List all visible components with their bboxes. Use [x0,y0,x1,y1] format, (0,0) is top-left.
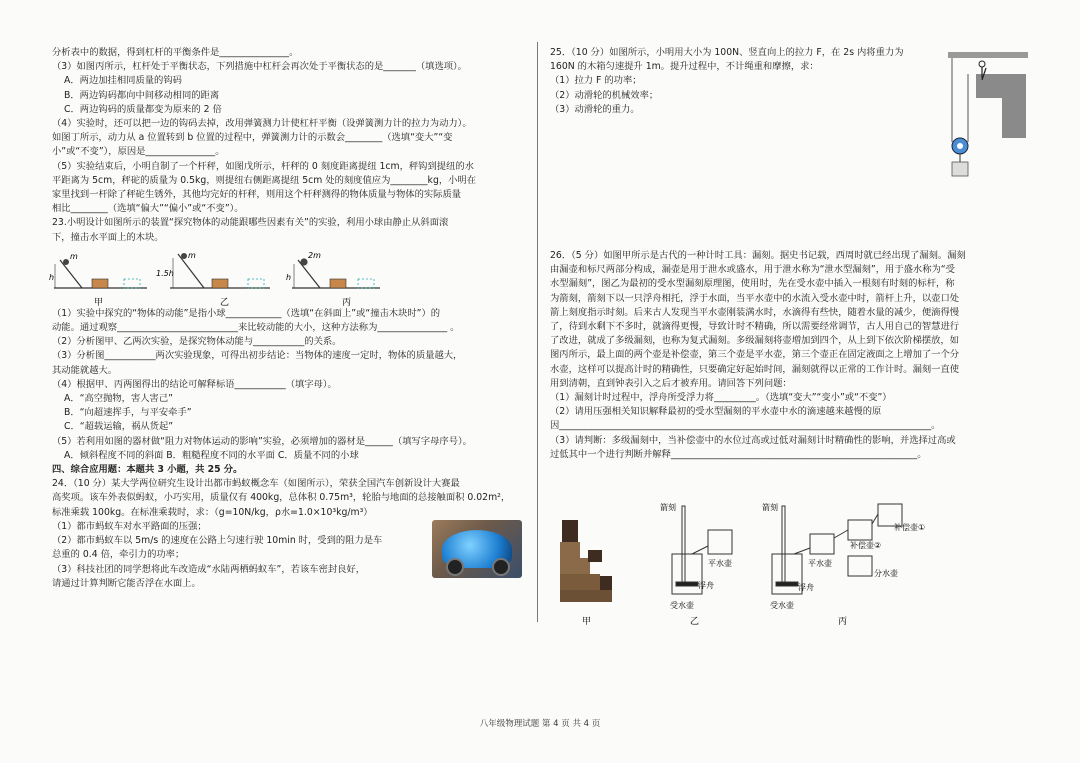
text-line: （1）都市蚂蚁车对水平路面的压强； [52,520,207,532]
text-line: 其动能就越大。 [52,364,118,376]
text-line: （3）分析图___________两次实验现象，可得出初步结论：当物体的速度一定时，物体的质量越大， [52,350,463,362]
text-line: （5）实验结束后，小明自制了一个杆秤，如图戊所示，杆秤的 0 刻度距离提纽 1cm，秤钩到提纽的水 [52,160,474,172]
label-h2: 1.5h [156,269,174,278]
text-line: 为箭刻，箭刻下以一只浮舟相托，浮于水面，当平水壶中的水流入受水壶中时，箭杆上升，以壶口处 [550,292,960,304]
caption-bing: 丙 [342,298,352,308]
option-line: C．“超载运输，祸从货起” [64,421,174,433]
label-fu-zhou-2: 浮舟 [798,583,814,592]
text-line: 用到清朝，直到钟表引入之后才被弃用。请回答下列问题： [550,377,792,389]
text-line: 标准乘载 100kg。在标准乘载时，求：（g=10N/kg，ρ水=1.0×10³kg/m³） [52,506,373,518]
text-line: 了，待到水剩下不多时，就滴得更慢，导致计时不精确，所以需要经常调节，古人用自己的智慧进行 [550,321,960,333]
label-h1: h [49,273,55,282]
text-line: 相比________（选填“偏大”“偏小”或“不变”）。 [52,203,244,215]
text-line: （2）都市蚂蚁车以 5m/s 的速度在公路上匀速行驶 10min 时，受到的阻力是车 [52,535,383,547]
label-fen-shui: 分水壶 [874,569,898,578]
ant-car-photo [432,520,522,578]
car-wheel [446,558,464,576]
label-bu-chang-1: 补偿壶① [894,523,926,532]
caption-jia: 甲 [582,617,592,627]
car-wheel [492,558,510,576]
text-line: （3）请判断：多级漏刻中，当补偿壶中的水位过高或过低对漏刻计时精确性的影响，并选择过高或 [550,434,956,446]
label-m3: 2m [308,251,321,260]
text-line: （1）漏刻计时过程中，浮舟所受浮力将_________。（选填“变大”“变小”或“不变”） [550,392,892,404]
caption-jia: 甲 [94,298,104,308]
text-line: 高奖项。该车外表似蚂蚁，小巧实用，质量仅有 400kg，总体积 0.75m³，轮胎与地面的总接触面积 0.02m²， [52,492,511,504]
question-24: 24．（10 分）某大学两位研究生设计出都市蚂蚁概念车（如图所示），荣获全国汽车创新设计大赛最 [52,478,460,490]
text-line: （2）分析图甲、乙两次实验，是探究物体动能与___________的关系。 [52,336,342,348]
label-m1: m [70,252,78,261]
label-shou-shui: 受水壶 [670,601,694,610]
text-line: 由漏壶和标尺两部分构成，漏壶是用于泄水或盛水，用于泄水称为“泄水型漏刻”，用于盛水称为“受 [550,264,955,276]
option-line: A．“高空抛物，害人害己” [64,393,173,405]
text-line: （2）动滑轮的机械效率； [550,89,659,101]
page-footer: 八年级物理试题 第 4 页 共 4 页 [479,719,601,729]
option-line: C．两边钩码的质量都变为原来的 2 倍 [64,103,222,115]
text-line: 160N 的木箱匀速提升 1m。提升过程中，不计绳重和摩擦，求： [550,61,819,73]
text-line: 箭上刻度指示时刻。后来古人发现当平水壶刚装满水时，水滴得有些快，随着水量的减少，便滴得慢 [550,306,960,318]
label-jian-ke: 箭刻 [660,503,676,512]
text-line: 图丙所示，最上面的两个壶是补偿壶，第三个壶是平水壶，第三个壶正在固定液面之上增加了一个分 [550,349,960,361]
ramp-yi [170,253,270,288]
label-h3: h [286,273,292,282]
caption-yi: 乙 [690,617,700,627]
ramp-jia [54,259,147,288]
text-line: 因________________________________________________________________________________。 [550,420,941,432]
text-line: 水型漏刻”，图乙为最初的受水型漏刻原理图，使用时，先在受水壶中插入一根刻有时刻的标杆，称 [550,278,955,290]
text-line: 小”或“不变”），原因是_______________。 [52,146,225,158]
caption-bing: 丙 [838,617,848,627]
text-line: （1）拉力 F 的功率； [550,75,642,87]
figure-25-pulley [948,50,1028,190]
left-column [52,46,522,591]
text-line: 如图丁所示，动力从 a 位置转到 b 位置的过程中，弹簧测力计的示数会________（选填“变大”“变 [52,132,453,144]
text-line: （4）根据甲、丙两图得出的结论可解释标语___________（填字母）。 [52,378,337,390]
label-m2: m [188,251,196,260]
caption-yi: 乙 [220,298,230,308]
text-line: 下，撞击水平面上的木块。 [52,231,164,243]
option-line: A．两边加挂相同质量的钩码 [64,75,182,87]
text-line: （2）请用压强相关知识解释最初的受水型漏刻的平水壶中水的滴速越来越慢的原 [550,406,882,418]
question-23: 23.小明设计如图所示的装置“探究物体的动能跟哪些因素有关”的实验，利用小球由静止从斜面滚 [52,217,449,229]
figure-23 [49,250,382,312]
ramp-bing [292,258,380,288]
figure-26-jia [560,520,612,602]
text-line: 平距离为 5cm，秤砣的质量为 0.5kg，则提纽右侧距离提纽 5cm 处的刻度值应为________kg，小明在 [52,174,477,186]
column-divider [537,42,538,622]
figure-26 [548,500,948,630]
text-line: 家里找到一杆除了秤砣生锈外，其他均完好的杆秤，则用这个杆秤测得的物体质量与物体的实际质量 [52,189,462,201]
text-line: （1）实验中探究的“物体的动能”是指小球____________（选填“在斜面上”或“撞击木块时”）的 [52,307,441,319]
text-line: （4）实验时，还可以把一边的钩码去掉，改用弹簧测力计使杠杆平衡（设弹簧测力计的拉力为动力）。 [52,118,472,130]
text-line: 分析表中的数据，得到杠杆的平衡条件是_______________。 [52,47,299,58]
text-line: （5）若利用如图的器材做“阻力对物体运动的影响”实验，必须增加的器材是______（填写字母序号）。 [52,435,472,447]
section-heading: 四、综合应用题：本题共 3 小题，共 25 分。 [52,464,243,476]
option-line: B．“向超速挥手，与平安牵手” [64,407,192,419]
question-26: 26．（5 分）如图甲所示是古代的一种计时工具：漏刻。据史书记载，西周时就已经出现了漏刻。漏刻 [550,250,966,262]
text-line: 过低其中一个进行判断并解释_____________________________________________________。 [550,448,927,460]
text-line: （3）动滑轮的重力。 [550,103,640,115]
label-shou-shui-2: 受水壶 [770,601,794,610]
question-25: 25．（10 分）如图所示，小明用大小为 100N、竖直向上的拉力 F，在 2s 内将重力为 [550,47,904,58]
text-line: 总重的 0.4 倍，牵引力的功率； [52,549,185,561]
text-line: 水壶，这样可以提高计时的精确性，只要确定好起始时间，漏刻就得以正常的工作计时。漏刻一直使 [550,363,960,375]
label-ping-shui-2: 平水壶 [808,559,832,568]
label-fu-zhou: 浮舟 [698,581,714,590]
option-line: A．倾斜程度不同的斜面 B．粗糙程度不同的水平面 C．质量不同的小球 [64,449,359,461]
text-line: 请通过计算判断它能否浮在水面上。 [52,577,201,589]
label-ping-shui: 平水壶 [708,559,732,568]
text-line: （3）科技社团的同学想将此车改造成“水陆两栖蚂蚁车”，若该车密封良好， [52,563,366,575]
figure-26-bing [772,504,902,594]
label-jian-ke-2: 箭刻 [762,503,778,512]
text-line: （3）如图丙所示，杠杆处于平衡状态，下列措施中杠杆会再次处于平衡状态的是_______（填选项）。 [52,61,467,73]
text-line: 了改进，就成了多级漏刻，也称为复式漏刻。多级漏刻将壶増加到四个，从上到下依次阶梯摆放，如 [550,335,960,347]
option-line: B．两边钩码都向中间移动相同的距离 [64,89,220,101]
text-line: 动能。通过观察__________________________来比较动能的大小，这种方法称为_______________ 。 [52,322,460,334]
label-bu-chang-2: 补偿壶② [850,541,882,550]
